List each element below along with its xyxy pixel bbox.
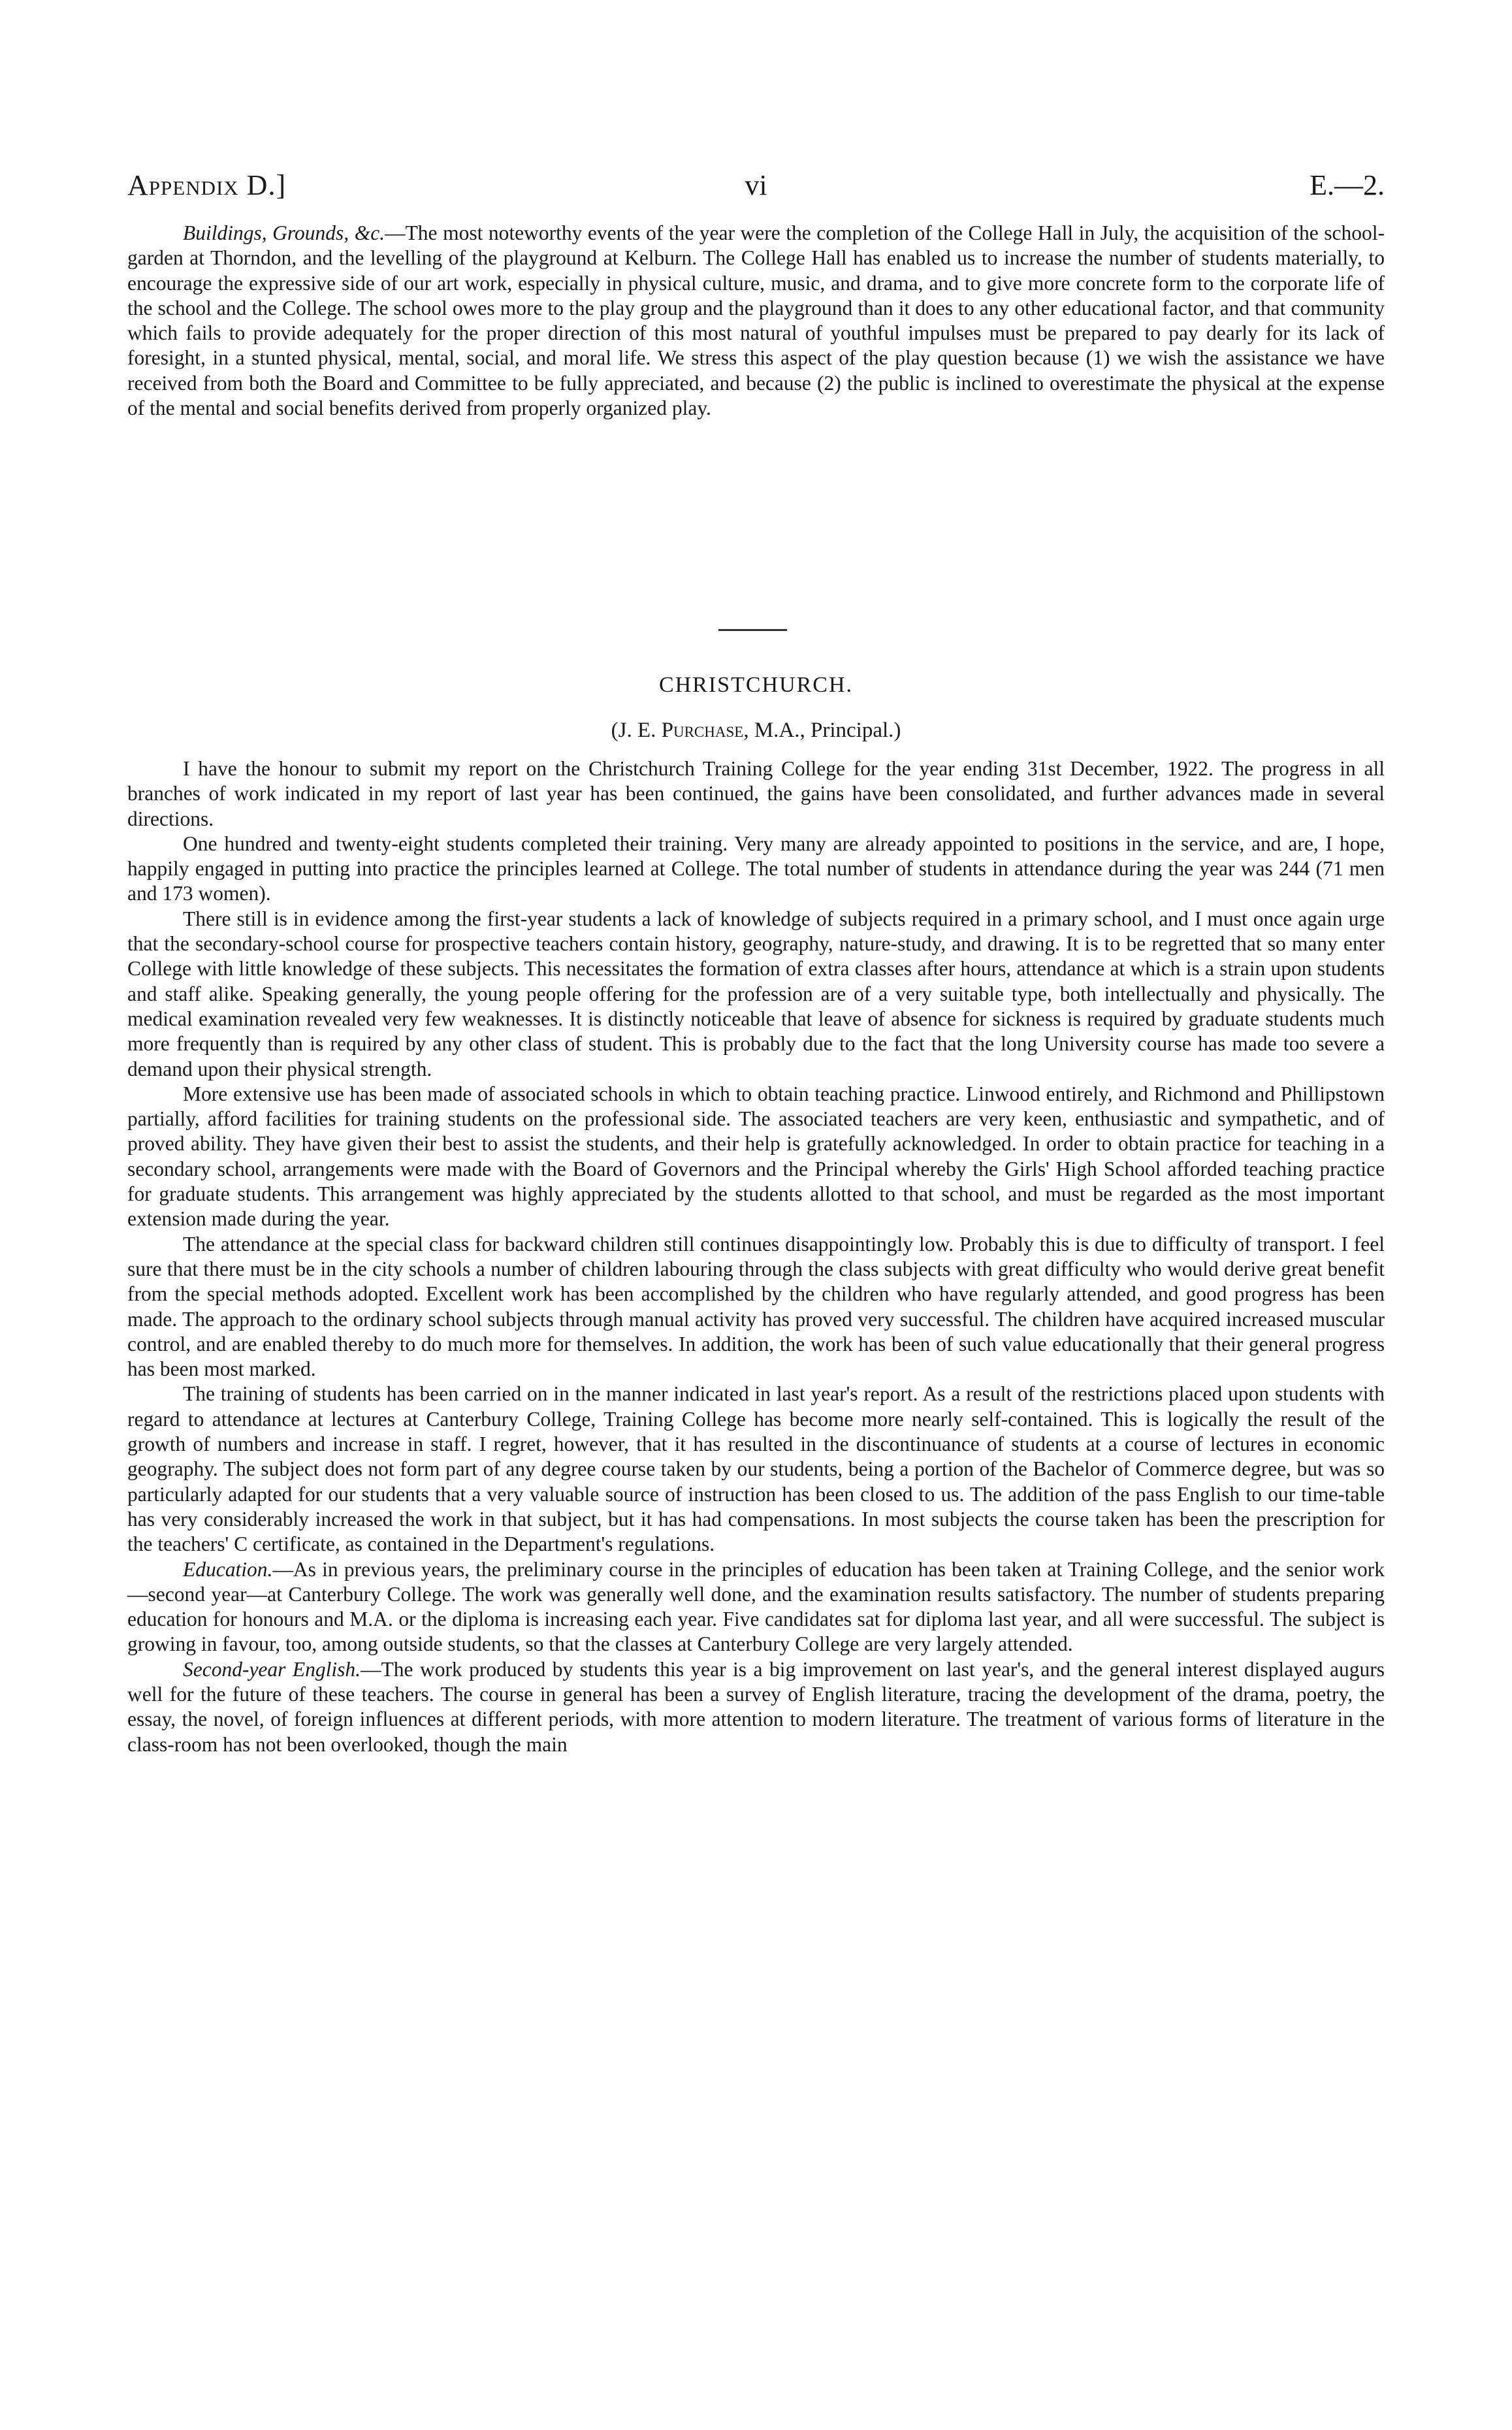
- header-document-code: E.—2.: [1310, 169, 1385, 201]
- education-lead: Education.: [183, 1557, 273, 1581]
- paragraph-first-year: There still is in evidence among the first-year students a lack of knowledge of subjects required in a primary school, and I must once again urge that the secondary-school course for prospective teachers contain history, geography, nature-study, and drawing. It is to be regretted that so many enter College with little knowledge of these subjects. This necessitates the formation of extra classes after hours, attendance at which is a strain upon students and staff alike. Speaking generally, the young people offering for the profession are of a very suitable type, both intellectually and physically. The medical examination revealed very few weaknesses. It is distinctly noticeable that leave of absence for sickness is required by graduate students much more frequently than is required by any other class of student. This is probably due to the fact that the long University course has made too severe a demand upon their physical strength.: [127, 907, 1385, 1080]
- education-text: —As in previous years, the preliminary course in the principles of education has been taken at Training College, and the senior work—second year—at Canterbury College. The work was generally well done, and the examination results satisfactory. The number of students preparing education for honours and M.A. or the diploma is increasing each year. Five candidates sat for diploma last year, and all were successful. The subject is growing in favour, too, among outside students, so that the classes at Canterbury College are very largely attended.: [127, 1557, 1385, 1656]
- paragraph-training: The training of students has been carried on in the manner indicated in last year's report. As a result of the restrictions placed upon students with regard to attendance at lectures at Canterbury College, Training College has become more nearly self-contained. This is logically the result of the growth of numbers and increase in staff. I regret, however, that it has resulted in the discontinuance of students at a course of lectures in economic geography. The subject does not form part of any degree course taken by our students, being a portion of the Bachelor of Commerce degree, but was so particularly adapted for our students that a very valuable source of instruction has been closed to us. The addition of the pass English to our time-table has very considerably increased the work in that subject, but it has had compensations. In most subjects the course taken has been the prescription for the teachers' C certificate, as contained in the Department's regulations.: [127, 1382, 1385, 1556]
- report-body: [127, 756, 1385, 1757]
- english-text: —The work produced by students this year is a big improvement on last year's, and the general interest displayed augurs well for the future of these teachers. The course in general has been a survey of English literature, tracing the development of the drama, poetry, the essay, the novel, of foreign influences at different periods, with more attention to modern literature. The treatment of various forms of literature in the class-room has not been overlooked, though the main: [127, 1657, 1385, 1756]
- header-appendix: Appendix D.]: [127, 169, 287, 201]
- paragraph-report-intro: I have the honour to submit my report on the Christchurch Training College for the year ending 31st December, 1922. The progress in all branches of work indicated in my report of last year has been continued, the gains have been consolidated, and further advances made in several directions.: [127, 757, 1385, 830]
- paragraph-education: [127, 1557, 1385, 1657]
- paragraph-students-completed: One hundred and twenty-eight students completed their training. Very many are already appointed to positions in the service, and are, I hope, happily engaged in putting into practice the principles learned at College. The total number of students in attendance during the year was 244 (71 men and 173 women).: [127, 832, 1385, 905]
- paragraph-special-class: The attendance at the special class for backward children still continues disappointingly low. Probably this is due to difficulty of transport. I feel sure that there must be in the city schools a number of children labouring through the class subjects with great difficulty who would derive great benefit from the special methods adopted. Excellent work has been accomplished by the children who have regularly attended, and good progress has been made. The approach to the ordinary school subjects through manual activity has proved very successful. The children have acquired increased muscular control, and are enabled thereby to do much more for themselves. In addition, the work has been of such value educationally that their general progress has been most marked.: [127, 1232, 1385, 1381]
- header-page-number: vi: [745, 169, 767, 201]
- paragraph-associated-schools: More extensive use has been made of associated schools in which to obtain teaching practice. Linwood entirely, and Richmond and Phillipstown partially, afford facilities for training students on the professional side. The associated teachers are very keen, enthusiastic and sympathetic, and of proved ability. They have given their best to assist the students, and their help is gratefully acknowledged. In order to obtain practice for teaching in a secondary school, arrangements were made with the Board of Governors and the Principal whereby the Girls' High School afforded teaching practice for graduate students. This arrangement was highly appreciated by the students allotted to that school, and must be regarded as the most important extension made during the year.: [127, 1082, 1385, 1231]
- principal-prefix: (J. E.: [611, 719, 662, 742]
- principal-name: Purchase: [661, 719, 744, 742]
- intro-section: [127, 221, 1385, 421]
- intro-text: —The most noteworthy events of the year were the completion of the College Hall in July, the acquisition of the school-garden at Thorndon, and the levelling of the playground at Kelburn. The College Hall has enabled us to increase the number of students materially, to encourage the expressive side of our art work, especially in physical culture, music, and drama, and to give more concrete form to the corporate life of the school and the College. The school owes more to the play group and the playground than it does to any other educational factor, and that community which fails to provide adequately for the proper direction of this most natural of youthful impulses must be prepared to pay dearly for its lack of foresight, in a stunted physical, mental, social, and moral life. We stress this aspect of the play question because (1) we wish the assistance we have received from both the Board and Committee to be fully appreciated, and because (2) the public is inclined to overestimate the physical at the expense of the mental and social benefits derived from properly organized play.: [127, 221, 1385, 420]
- principal-suffix: , M.A., Principal.): [743, 719, 901, 742]
- section-divider: [718, 629, 787, 631]
- intro-lead: Buildings, Grounds, &c.: [183, 221, 385, 244]
- english-lead: Second-year English.: [183, 1657, 361, 1681]
- running-header: [127, 169, 1385, 208]
- principal-line: [127, 719, 1385, 743]
- paragraph-english: [127, 1657, 1385, 1757]
- section-title: CHRISTCHURCH.: [658, 673, 854, 697]
- intro-paragraph: [127, 221, 1385, 421]
